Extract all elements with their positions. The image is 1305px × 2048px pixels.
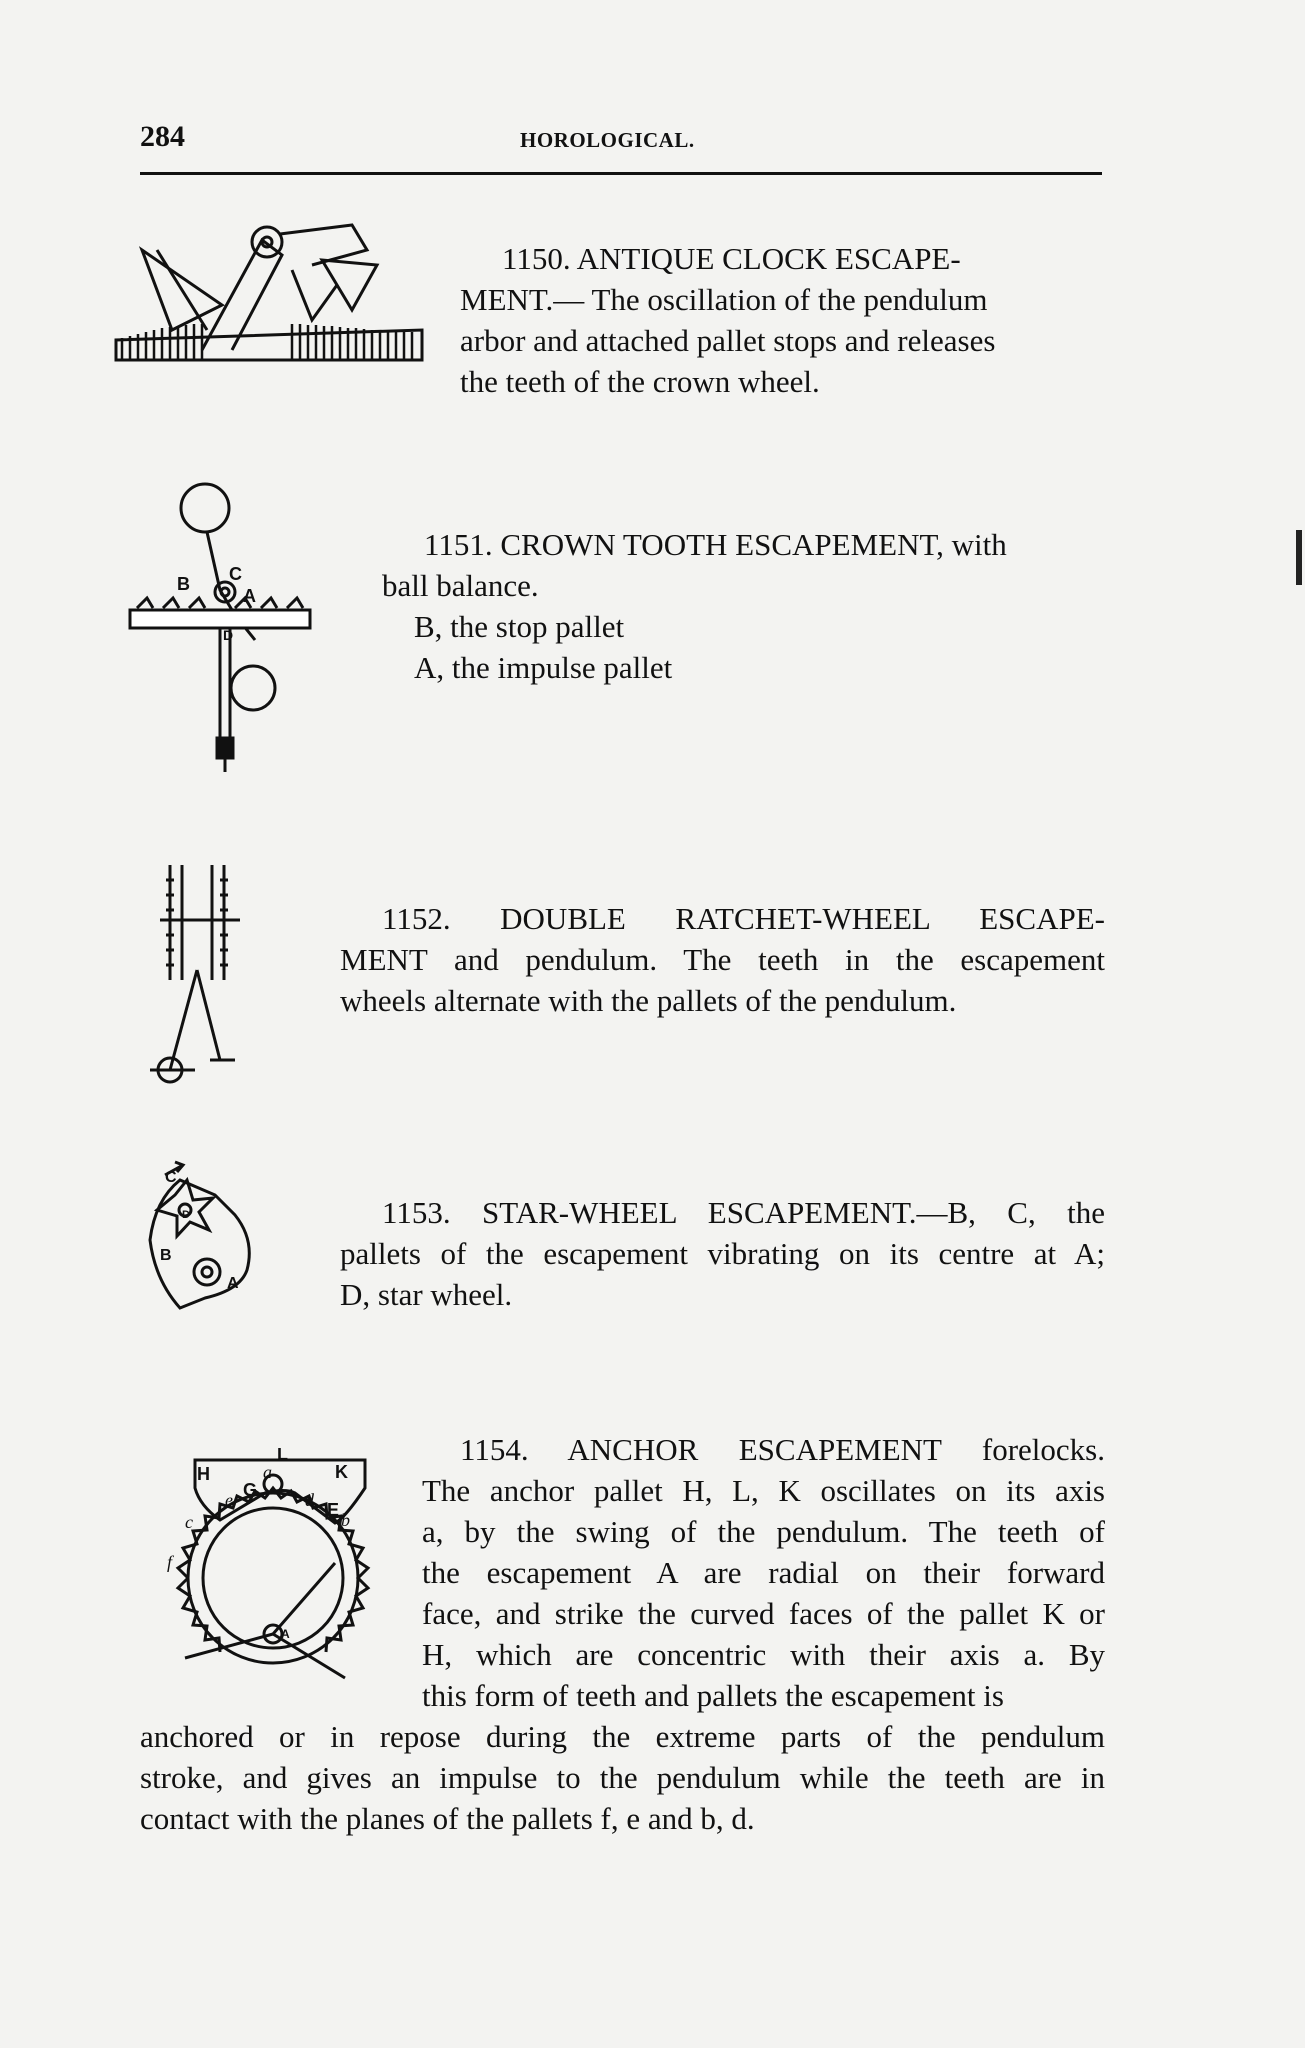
entry-1153 [340,1192,1105,1315]
entry-1154-line: The anchor pallet H, L, K oscillates on its axis [422,1473,1105,1508]
figure-label: D [182,1209,190,1221]
figure-label: K [335,1462,348,1482]
entry-1154-line: a, by the swing of the pendulum. The teeth of [422,1514,1105,1549]
entry-1151-line: 1151. CROWN TOOTH ESCAPEMENT, with [424,527,1007,562]
entry-1154-line: face, and strike the curved faces of the pallet K or [422,1596,1105,1631]
figure-label: c [185,1512,193,1532]
entry-1150-line: 1150. ANTIQUE CLOCK ESCAPE- [502,241,961,276]
entry-1151-line: ball balance. [382,568,539,603]
entry-1154-line: anchored or in repose during the extreme parts of the pendulum [140,1719,1105,1754]
figure-label: B [160,1247,172,1264]
crown-tooth-ball-balance-illustration [125,480,325,780]
entry-1154 [140,1429,1105,1839]
entry-1152 [340,898,1105,1021]
figure-label: A [281,1627,290,1641]
double-ratchet-wheel-illustration [140,860,260,1090]
figure-label: A [243,586,256,606]
entry-1150-line: MENT.— The oscillation of the pendulum [460,282,988,317]
figure-label: d [305,1490,314,1510]
figure-label: L [277,1448,288,1464]
entry-1154-line: this form of teeth and pallets the escapement is [422,1678,1004,1713]
figure-label: G [243,1480,258,1500]
entry-1153-line: pallets of the escapement vibrating on its centre at A; [340,1236,1105,1271]
crown-wheel-illustration [112,210,432,365]
entry-1151-line: A, the impulse pallet [414,650,673,685]
figure-label: b [341,1510,350,1530]
page-number: 284 [140,120,185,153]
figure-label: D [223,627,234,643]
figure-label: B [177,574,190,594]
figure-label: e [225,1490,233,1510]
entry-1151-line: B, the stop pallet [414,609,625,644]
entry-1153-line: 1153. STAR-WHEEL ESCAPEMENT.—B, C, the [382,1195,1105,1230]
page-edge-mark [1296,530,1302,585]
entry-1152-line: MENT and pendulum. The teeth in the escapement [340,942,1105,977]
entry-1150-line: arbor and attached pallet stops and releases [460,323,996,358]
entry-1150-line: the teeth of the crown wheel. [460,364,820,399]
entry-1154-line: the escapement A are radial on their forward [422,1555,1105,1590]
figure-label: a [263,1462,272,1482]
figure-label: C [229,564,242,584]
entry-1152-line: wheels alternate with the pallets of the pendulum. [340,983,957,1018]
entry-1154-line: H, which are concentric with their axis a. By [422,1637,1105,1672]
figure-label: C [165,1169,177,1186]
entry-1154-line: 1154. ANCHOR ESCAPEMENT forelocks. [460,1432,1105,1467]
entry-1151 [382,524,1097,688]
header-rule [140,172,1102,175]
figure-label: A [227,1275,239,1292]
entry-1154-line: contact with the planes of the pallets f, e and b, d. [140,1801,755,1836]
entry-1152-line: 1152. DOUBLE RATCHET-WHEEL ESCAPE- [382,901,1105,936]
entry-1150 [460,238,1060,402]
running-head: HOROLOGICAL. [520,128,695,152]
figure-label: E [327,1500,340,1520]
entry-1154-line: stroke, and gives an impulse to the pendulum while the teeth are in [140,1760,1105,1795]
entry-1153-line: D, star wheel. [340,1277,513,1312]
star-wheel-illustration [135,1160,275,1320]
figure-label: H [197,1464,210,1484]
figure-label: f [167,1552,173,1572]
